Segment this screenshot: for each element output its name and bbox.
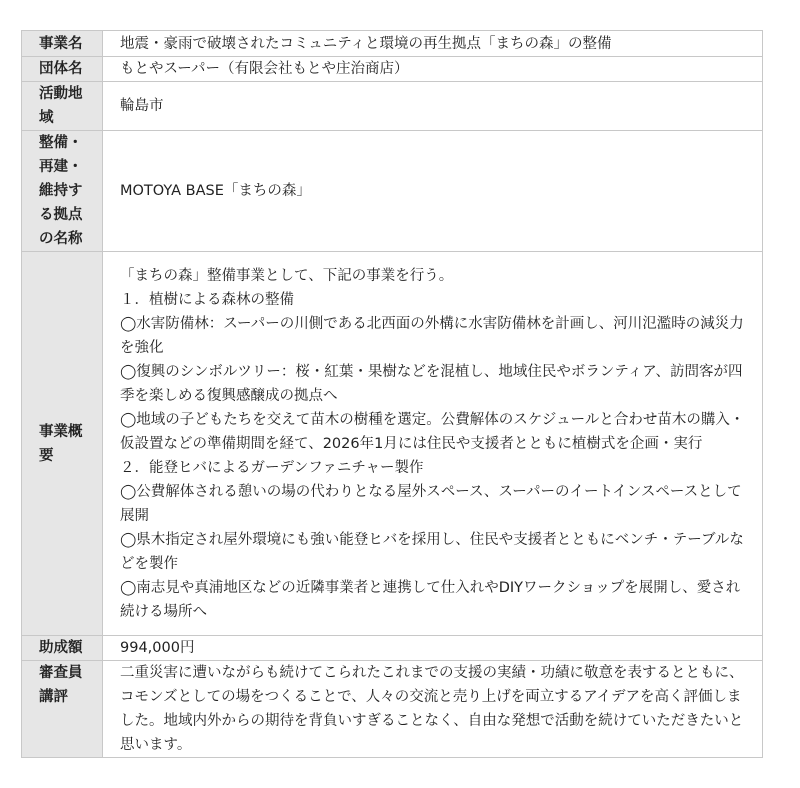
value-project-summary	[103, 252, 763, 636]
header-activity-area: 活動地域	[22, 82, 103, 131]
summary-item: ◯水害防備林：スーパーの川側である北西面の外構に水害防備林を計画し、河川氾濫時の減災力を強化	[120, 315, 744, 356]
row-project-name	[22, 31, 763, 57]
value-project-name: 地震・豪雨で破壊されたコミュニティと環境の再生拠点「まちの森」の整備	[103, 31, 763, 57]
value-grant-amount: 994,000円	[103, 636, 763, 661]
summary-heading-1: １．植樹による森林の整備	[120, 291, 294, 308]
header-judge-review: 審査員講評	[22, 661, 103, 758]
summary-item: ◯復興のシンボルツリー：桜・紅葉・果樹などを混植し、地域住民やボランティア、訪問客が四季を楽しめる復興感醸成の拠点へ	[120, 363, 743, 404]
row-organization	[22, 57, 763, 82]
summary-item: ◯県木指定され屋外環境にも強い能登ヒバを採用し、住民や支援者とともにベンチ・テーブルなどを製作	[120, 531, 744, 572]
header-project-summary: 事業概要	[22, 252, 103, 636]
row-judge-review	[22, 661, 763, 758]
summary-item: ◯南志見や真浦地区などの近隣事業者と連携して仕入れやDIYワークショップを展開し、愛され続ける場所へ	[120, 579, 741, 620]
summary-item: ◯公費解体される憩いの場の代わりとなる屋外スペース、スーパーのイートインスペースとして展開	[120, 483, 742, 524]
summary-intro: 「まちの森」整備事業として、下記の事業を行う。	[120, 267, 454, 284]
row-grant-amount	[22, 636, 763, 661]
header-grant-amount: 助成額	[22, 636, 103, 661]
header-project-name: 事業名	[22, 31, 103, 57]
header-organization: 団体名	[22, 57, 103, 82]
project-info-table	[21, 30, 763, 758]
value-activity-area: 輪島市	[103, 82, 763, 131]
value-organization: もとやスーパー（有限会社もとや庄治商店）	[103, 57, 763, 82]
value-base-name: MOTOYA BASE「まちの森」	[103, 131, 763, 252]
value-judge-review: 二重災害に遭いながらも続けてこられたこれまでの支援の実績・功績に敬意を表するとともに、コモンズとしての場をつくることで、人々の交流と売り上げを両立するアイデアを高く評価しました。地域内外からの期待を背負いすぎることなく、自由な発想で活動を続けていただきたいと思います。	[103, 661, 763, 758]
row-activity-area	[22, 82, 763, 131]
row-base-name	[22, 131, 763, 252]
row-project-summary	[22, 252, 763, 636]
summary-item: ◯地域の子どもたちを交えて苗木の樹種を選定。公費解体のスケジュールと合わせ苗木の購入・仮設置などの準備期間を経て、2026年1月には住民や支援者とともに植樹式を企画・実行	[120, 411, 745, 452]
header-base-name: 整備・再建・維持する拠点の名称	[22, 131, 103, 252]
summary-heading-2: ２．能登ヒバによるガーデンファニチャー製作	[120, 459, 424, 476]
